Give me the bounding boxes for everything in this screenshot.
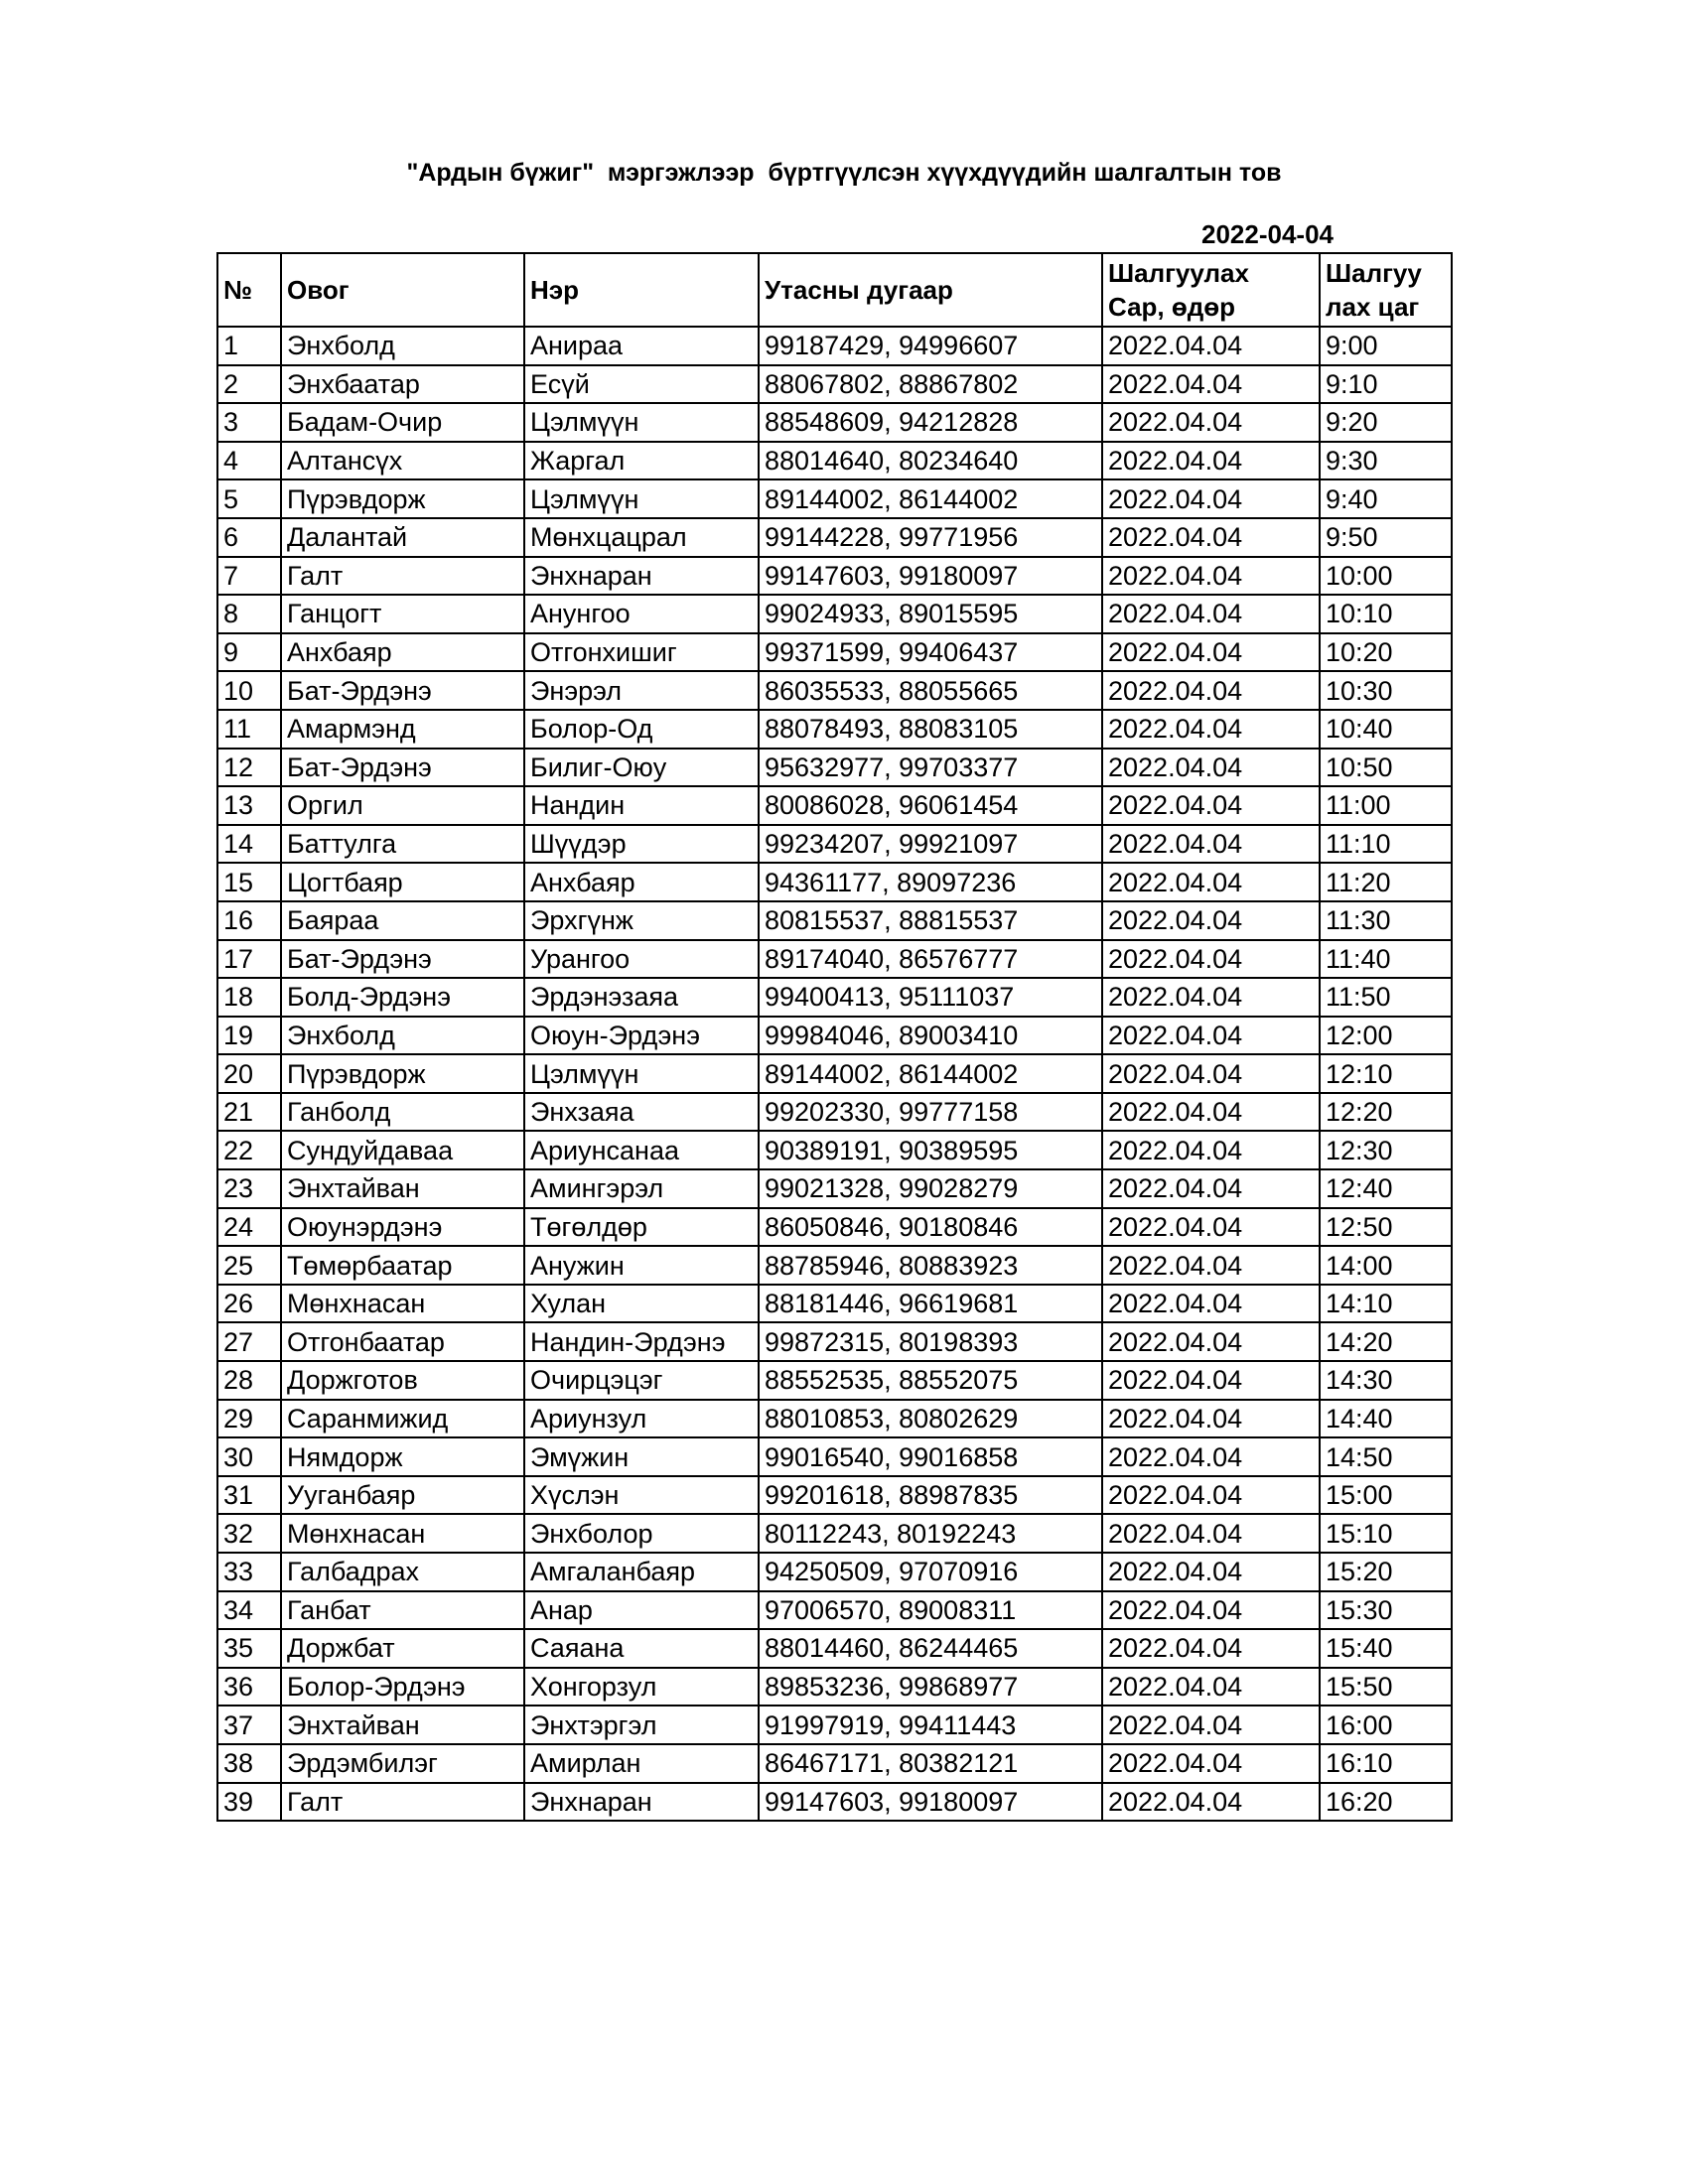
cell-phone: 86035533, 88055665 bbox=[759, 671, 1102, 710]
cell-exam-date: 2022.04.04 bbox=[1102, 442, 1320, 480]
cell-exam-time: 12:20 bbox=[1320, 1093, 1452, 1132]
cell-last-name: Сундуйдаваа bbox=[281, 1131, 524, 1169]
cell-exam-time: 15:30 bbox=[1320, 1591, 1452, 1630]
cell-exam-time: 11:00 bbox=[1320, 786, 1452, 825]
exam-schedule-table bbox=[216, 252, 1453, 1822]
cell-phone: 86050846, 90180846 bbox=[759, 1208, 1102, 1247]
cell-phone: 99400413, 95111037 bbox=[759, 978, 1102, 1017]
cell-exam-date: 2022.04.04 bbox=[1102, 710, 1320, 749]
cell-last-name: Галт bbox=[281, 1783, 524, 1822]
cell-number: 18 bbox=[217, 978, 281, 1017]
table-row bbox=[217, 1553, 1452, 1591]
cell-last-name: Цогтбаяр bbox=[281, 863, 524, 901]
cell-first-name: Жаргал bbox=[524, 442, 759, 480]
cell-exam-time: 12:50 bbox=[1320, 1208, 1452, 1247]
cell-exam-time: 16:00 bbox=[1320, 1706, 1452, 1744]
cell-number: 8 bbox=[217, 595, 281, 633]
cell-exam-time: 15:00 bbox=[1320, 1476, 1452, 1515]
cell-exam-time: 11:20 bbox=[1320, 863, 1452, 901]
table-row bbox=[217, 1476, 1452, 1515]
cell-number: 22 bbox=[217, 1131, 281, 1169]
table-row bbox=[217, 442, 1452, 480]
cell-exam-date: 2022.04.04 bbox=[1102, 749, 1320, 787]
cell-exam-date: 2022.04.04 bbox=[1102, 557, 1320, 596]
cell-first-name: Ариунсанаа bbox=[524, 1131, 759, 1169]
cell-last-name: Мөнхнасан bbox=[281, 1285, 524, 1323]
cell-number: 39 bbox=[217, 1783, 281, 1822]
cell-last-name: Энхтайван bbox=[281, 1706, 524, 1744]
cell-exam-time: 14:10 bbox=[1320, 1285, 1452, 1323]
cell-number: 23 bbox=[217, 1169, 281, 1208]
cell-number: 29 bbox=[217, 1400, 281, 1438]
cell-phone: 94361177, 89097236 bbox=[759, 863, 1102, 901]
cell-first-name: Энхзаяа bbox=[524, 1093, 759, 1132]
cell-exam-date: 2022.04.04 bbox=[1102, 940, 1320, 979]
cell-exam-time: 12:30 bbox=[1320, 1131, 1452, 1169]
cell-exam-date: 2022.04.04 bbox=[1102, 1169, 1320, 1208]
cell-phone: 88078493, 88083105 bbox=[759, 710, 1102, 749]
cell-exam-time: 10:50 bbox=[1320, 749, 1452, 787]
table-row bbox=[217, 1322, 1452, 1361]
cell-number: 15 bbox=[217, 863, 281, 901]
table-row bbox=[217, 978, 1452, 1017]
cell-last-name: Отгонбаатар bbox=[281, 1322, 524, 1361]
cell-number: 1 bbox=[217, 327, 281, 365]
table-row bbox=[217, 1437, 1452, 1476]
cell-exam-date: 2022.04.04 bbox=[1102, 863, 1320, 901]
cell-last-name: Ганболд bbox=[281, 1093, 524, 1132]
header-first-name: Нэр bbox=[524, 253, 759, 327]
cell-exam-date: 2022.04.04 bbox=[1102, 1668, 1320, 1706]
table-row bbox=[217, 749, 1452, 787]
cell-number: 11 bbox=[217, 710, 281, 749]
cell-phone: 99202330, 99777158 bbox=[759, 1093, 1102, 1132]
cell-exam-time: 16:10 bbox=[1320, 1744, 1452, 1783]
cell-exam-date: 2022.04.04 bbox=[1102, 1017, 1320, 1055]
cell-first-name: Эрдэнэзаяа bbox=[524, 978, 759, 1017]
cell-phone: 94250509, 97070916 bbox=[759, 1553, 1102, 1591]
table-row bbox=[217, 1668, 1452, 1706]
cell-last-name: Баяраа bbox=[281, 901, 524, 940]
cell-last-name: Төмөрбаатар bbox=[281, 1246, 524, 1285]
table-row bbox=[217, 1131, 1452, 1169]
header-exam-date-line2: Сар, өдөр bbox=[1108, 292, 1236, 322]
cell-exam-date: 2022.04.04 bbox=[1102, 1706, 1320, 1744]
table-row bbox=[217, 901, 1452, 940]
cell-exam-date: 2022.04.04 bbox=[1102, 978, 1320, 1017]
cell-exam-date: 2022.04.04 bbox=[1102, 633, 1320, 672]
table-row bbox=[217, 825, 1452, 864]
cell-number: 27 bbox=[217, 1322, 281, 1361]
cell-first-name: Амингэрэл bbox=[524, 1169, 759, 1208]
cell-number: 4 bbox=[217, 442, 281, 480]
cell-number: 24 bbox=[217, 1208, 281, 1247]
cell-first-name: Хулан bbox=[524, 1285, 759, 1323]
cell-first-name: Мөнхцацрал bbox=[524, 518, 759, 557]
cell-last-name: Нямдорж bbox=[281, 1437, 524, 1476]
cell-last-name: Бат-Эрдэнэ bbox=[281, 940, 524, 979]
table-row bbox=[217, 1169, 1452, 1208]
cell-first-name: Шүүдэр bbox=[524, 825, 759, 864]
cell-exam-date: 2022.04.04 bbox=[1102, 1744, 1320, 1783]
cell-last-name: Доржготов bbox=[281, 1361, 524, 1400]
cell-exam-time: 12:40 bbox=[1320, 1169, 1452, 1208]
cell-exam-time: 14:00 bbox=[1320, 1246, 1452, 1285]
cell-first-name: Амгаланбаяр bbox=[524, 1553, 759, 1591]
cell-exam-time: 12:10 bbox=[1320, 1054, 1452, 1093]
cell-first-name: Төгөлдөр bbox=[524, 1208, 759, 1247]
table-row bbox=[217, 479, 1452, 518]
cell-exam-time: 11:40 bbox=[1320, 940, 1452, 979]
cell-first-name: Анар bbox=[524, 1591, 759, 1630]
cell-phone: 89174040, 86576777 bbox=[759, 940, 1102, 979]
table-row bbox=[217, 1361, 1452, 1400]
cell-last-name: Бат-Эрдэнэ bbox=[281, 749, 524, 787]
cell-last-name: Саранмижид bbox=[281, 1400, 524, 1438]
table-row bbox=[217, 940, 1452, 979]
cell-last-name: Бадам-Очир bbox=[281, 403, 524, 442]
cell-first-name: Эрхгүнж bbox=[524, 901, 759, 940]
cell-first-name: Хүслэн bbox=[524, 1476, 759, 1515]
cell-number: 13 bbox=[217, 786, 281, 825]
table-row bbox=[217, 1246, 1452, 1285]
table-row bbox=[217, 1744, 1452, 1783]
cell-number: 26 bbox=[217, 1285, 281, 1323]
header-exam-time-line1: Шалгуу bbox=[1326, 258, 1422, 288]
cell-first-name: Билиг-Оюу bbox=[524, 749, 759, 787]
cell-phone: 90389191, 90389595 bbox=[759, 1131, 1102, 1169]
table-row bbox=[217, 786, 1452, 825]
cell-number: 32 bbox=[217, 1514, 281, 1553]
header-last-name: Овог bbox=[281, 253, 524, 327]
cell-exam-date: 2022.04.04 bbox=[1102, 595, 1320, 633]
header-exam-time-line2: лах цаг bbox=[1326, 292, 1420, 322]
cell-first-name: Очирцэцэг bbox=[524, 1361, 759, 1400]
cell-first-name: Нандин-Эрдэнэ bbox=[524, 1322, 759, 1361]
cell-first-name: Анираа bbox=[524, 327, 759, 365]
table-row bbox=[217, 1208, 1452, 1247]
cell-first-name: Эмүжин bbox=[524, 1437, 759, 1476]
cell-number: 31 bbox=[217, 1476, 281, 1515]
table-row bbox=[217, 403, 1452, 442]
cell-number: 5 bbox=[217, 479, 281, 518]
cell-phone: 91997919, 99411443 bbox=[759, 1706, 1102, 1744]
cell-last-name: Алтансүх bbox=[281, 442, 524, 480]
cell-phone: 80086028, 96061454 bbox=[759, 786, 1102, 825]
cell-exam-time: 15:40 bbox=[1320, 1629, 1452, 1668]
cell-last-name: Ганцогт bbox=[281, 595, 524, 633]
cell-exam-time: 15:50 bbox=[1320, 1668, 1452, 1706]
table-header-row bbox=[217, 253, 1452, 327]
table-row bbox=[217, 1400, 1452, 1438]
cell-exam-date: 2022.04.04 bbox=[1102, 365, 1320, 404]
cell-phone: 88181446, 96619681 bbox=[759, 1285, 1102, 1323]
cell-exam-time: 10:40 bbox=[1320, 710, 1452, 749]
cell-last-name: Болор-Эрдэнэ bbox=[281, 1668, 524, 1706]
cell-first-name: Оюун-Эрдэнэ bbox=[524, 1017, 759, 1055]
cell-last-name: Оргил bbox=[281, 786, 524, 825]
table-row bbox=[217, 1591, 1452, 1630]
cell-last-name: Энхболд bbox=[281, 327, 524, 365]
cell-phone: 99021328, 99028279 bbox=[759, 1169, 1102, 1208]
cell-last-name: Пүрэвдорж bbox=[281, 1054, 524, 1093]
cell-first-name: Энхболор bbox=[524, 1514, 759, 1553]
cell-exam-time: 15:10 bbox=[1320, 1514, 1452, 1553]
cell-exam-time: 9:50 bbox=[1320, 518, 1452, 557]
cell-exam-date: 2022.04.04 bbox=[1102, 1553, 1320, 1591]
cell-last-name: Галт bbox=[281, 557, 524, 596]
cell-first-name: Отгонхишиг bbox=[524, 633, 759, 672]
cell-number: 35 bbox=[217, 1629, 281, 1668]
cell-last-name: Баттулга bbox=[281, 825, 524, 864]
cell-number: 36 bbox=[217, 1668, 281, 1706]
cell-exam-date: 2022.04.04 bbox=[1102, 518, 1320, 557]
cell-exam-date: 2022.04.04 bbox=[1102, 479, 1320, 518]
cell-phone: 88014640, 80234640 bbox=[759, 442, 1102, 480]
cell-first-name: Цэлмүүн bbox=[524, 1054, 759, 1093]
cell-exam-date: 2022.04.04 bbox=[1102, 786, 1320, 825]
cell-phone: 88548609, 94212828 bbox=[759, 403, 1102, 442]
cell-last-name: Энхболд bbox=[281, 1017, 524, 1055]
cell-exam-date: 2022.04.04 bbox=[1102, 1131, 1320, 1169]
cell-phone: 86467171, 80382121 bbox=[759, 1744, 1102, 1783]
cell-phone: 88010853, 80802629 bbox=[759, 1400, 1102, 1438]
table-row bbox=[217, 1093, 1452, 1132]
cell-phone: 99147603, 99180097 bbox=[759, 557, 1102, 596]
cell-last-name: Мөнхнасан bbox=[281, 1514, 524, 1553]
cell-number: 3 bbox=[217, 403, 281, 442]
cell-number: 38 bbox=[217, 1744, 281, 1783]
header-exam-date-line1: Шалгуулах bbox=[1108, 258, 1249, 288]
cell-exam-time: 9:30 bbox=[1320, 442, 1452, 480]
cell-phone: 99187429, 94996607 bbox=[759, 327, 1102, 365]
cell-number: 2 bbox=[217, 365, 281, 404]
cell-exam-date: 2022.04.04 bbox=[1102, 1437, 1320, 1476]
cell-exam-time: 12:00 bbox=[1320, 1017, 1452, 1055]
cell-first-name: Цэлмүүн bbox=[524, 479, 759, 518]
cell-exam-time: 9:40 bbox=[1320, 479, 1452, 518]
cell-phone: 99024933, 89015595 bbox=[759, 595, 1102, 633]
cell-exam-date: 2022.04.04 bbox=[1102, 1400, 1320, 1438]
cell-number: 12 bbox=[217, 749, 281, 787]
cell-exam-date: 2022.04.04 bbox=[1102, 1246, 1320, 1285]
table-row bbox=[217, 518, 1452, 557]
table-row bbox=[217, 1017, 1452, 1055]
cell-first-name: Энхнаран bbox=[524, 1783, 759, 1822]
cell-exam-date: 2022.04.04 bbox=[1102, 1322, 1320, 1361]
header-exam-time bbox=[1320, 253, 1452, 327]
cell-exam-time: 14:30 bbox=[1320, 1361, 1452, 1400]
cell-exam-time: 9:20 bbox=[1320, 403, 1452, 442]
cell-exam-time: 16:20 bbox=[1320, 1783, 1452, 1822]
cell-last-name: Пүрэвдорж bbox=[281, 479, 524, 518]
table-row bbox=[217, 1285, 1452, 1323]
cell-phone: 88785946, 80883923 bbox=[759, 1246, 1102, 1285]
cell-first-name: Анунгоо bbox=[524, 595, 759, 633]
cell-exam-date: 2022.04.04 bbox=[1102, 825, 1320, 864]
cell-phone: 99016540, 99016858 bbox=[759, 1437, 1102, 1476]
cell-first-name: Анужин bbox=[524, 1246, 759, 1285]
cell-phone: 97006570, 89008311 bbox=[759, 1591, 1102, 1630]
cell-last-name: Ганбат bbox=[281, 1591, 524, 1630]
cell-number: 9 bbox=[217, 633, 281, 672]
cell-phone: 89144002, 86144002 bbox=[759, 479, 1102, 518]
cell-number: 19 bbox=[217, 1017, 281, 1055]
cell-exam-time: 14:40 bbox=[1320, 1400, 1452, 1438]
table-row bbox=[217, 1783, 1452, 1822]
cell-first-name: Энхтэргэл bbox=[524, 1706, 759, 1744]
cell-phone: 89144002, 86144002 bbox=[759, 1054, 1102, 1093]
cell-exam-date: 2022.04.04 bbox=[1102, 1054, 1320, 1093]
cell-number: 7 bbox=[217, 557, 281, 596]
cell-phone: 99872315, 80198393 bbox=[759, 1322, 1102, 1361]
cell-last-name: Болд-Эрдэнэ bbox=[281, 978, 524, 1017]
cell-first-name: Болор-Од bbox=[524, 710, 759, 749]
cell-exam-date: 2022.04.04 bbox=[1102, 1208, 1320, 1247]
table-row bbox=[217, 327, 1452, 365]
cell-number: 10 bbox=[217, 671, 281, 710]
cell-exam-time: 10:10 bbox=[1320, 595, 1452, 633]
cell-exam-time: 15:20 bbox=[1320, 1553, 1452, 1591]
cell-first-name: Анхбаяр bbox=[524, 863, 759, 901]
cell-exam-date: 2022.04.04 bbox=[1102, 1476, 1320, 1515]
cell-last-name: Эрдэмбилэг bbox=[281, 1744, 524, 1783]
cell-number: 20 bbox=[217, 1054, 281, 1093]
cell-number: 28 bbox=[217, 1361, 281, 1400]
cell-first-name: Амирлан bbox=[524, 1744, 759, 1783]
cell-phone: 80815537, 88815537 bbox=[759, 901, 1102, 940]
cell-number: 6 bbox=[217, 518, 281, 557]
cell-phone: 99144228, 99771956 bbox=[759, 518, 1102, 557]
cell-first-name: Энхнаран bbox=[524, 557, 759, 596]
document-title: "Ардын бүжиг" мэргэжлээр бүртгүүлсэн хүүхдүүдийн шалгалтын тов bbox=[406, 159, 1282, 187]
cell-exam-time: 14:50 bbox=[1320, 1437, 1452, 1476]
cell-number: 25 bbox=[217, 1246, 281, 1285]
cell-exam-date: 2022.04.04 bbox=[1102, 403, 1320, 442]
cell-phone: 89853236, 99868977 bbox=[759, 1668, 1102, 1706]
document-date: 2022-04-04 bbox=[1201, 219, 1334, 249]
cell-last-name: Ууганбаяр bbox=[281, 1476, 524, 1515]
cell-number: 17 bbox=[217, 940, 281, 979]
cell-exam-time: 11:30 bbox=[1320, 901, 1452, 940]
table-row bbox=[217, 1054, 1452, 1093]
cell-exam-date: 2022.04.04 bbox=[1102, 1629, 1320, 1668]
cell-number: 14 bbox=[217, 825, 281, 864]
cell-first-name: Ариунзул bbox=[524, 1400, 759, 1438]
cell-last-name: Энхтайван bbox=[281, 1169, 524, 1208]
cell-phone: 88552535, 88552075 bbox=[759, 1361, 1102, 1400]
cell-phone: 99984046, 89003410 bbox=[759, 1017, 1102, 1055]
cell-exam-time: 10:20 bbox=[1320, 633, 1452, 672]
header-phone: Утасны дугаар bbox=[759, 253, 1102, 327]
cell-phone: 99147603, 99180097 bbox=[759, 1783, 1102, 1822]
table-row bbox=[217, 1706, 1452, 1744]
cell-exam-date: 2022.04.04 bbox=[1102, 1783, 1320, 1822]
cell-last-name: Оюунэрдэнэ bbox=[281, 1208, 524, 1247]
cell-exam-time: 9:00 bbox=[1320, 327, 1452, 365]
cell-last-name: Далантай bbox=[281, 518, 524, 557]
cell-exam-date: 2022.04.04 bbox=[1102, 1361, 1320, 1400]
cell-first-name: Урангоо bbox=[524, 940, 759, 979]
cell-first-name: Хонгорзул bbox=[524, 1668, 759, 1706]
cell-number: 37 bbox=[217, 1706, 281, 1744]
cell-exam-date: 2022.04.04 bbox=[1102, 1514, 1320, 1553]
cell-exam-date: 2022.04.04 bbox=[1102, 901, 1320, 940]
cell-number: 30 bbox=[217, 1437, 281, 1476]
cell-exam-time: 10:30 bbox=[1320, 671, 1452, 710]
cell-last-name: Бат-Эрдэнэ bbox=[281, 671, 524, 710]
table-row bbox=[217, 365, 1452, 404]
cell-last-name: Анхбаяр bbox=[281, 633, 524, 672]
table-row bbox=[217, 1514, 1452, 1553]
cell-phone: 88014460, 86244465 bbox=[759, 1629, 1102, 1668]
header-number: № bbox=[217, 253, 281, 327]
cell-last-name: Галбадрах bbox=[281, 1553, 524, 1591]
cell-number: 34 bbox=[217, 1591, 281, 1630]
cell-phone: 88067802, 88867802 bbox=[759, 365, 1102, 404]
cell-first-name: Нандин bbox=[524, 786, 759, 825]
cell-first-name: Цэлмүүн bbox=[524, 403, 759, 442]
cell-exam-time: 9:10 bbox=[1320, 365, 1452, 404]
cell-number: 16 bbox=[217, 901, 281, 940]
cell-number: 21 bbox=[217, 1093, 281, 1132]
cell-exam-date: 2022.04.04 bbox=[1102, 1093, 1320, 1132]
cell-phone: 99201618, 88987835 bbox=[759, 1476, 1102, 1515]
table-row bbox=[217, 595, 1452, 633]
table-body bbox=[217, 327, 1452, 1821]
cell-exam-date: 2022.04.04 bbox=[1102, 1285, 1320, 1323]
cell-first-name: Есүй bbox=[524, 365, 759, 404]
cell-first-name: Саяана bbox=[524, 1629, 759, 1668]
cell-exam-time: 10:00 bbox=[1320, 557, 1452, 596]
table-row bbox=[217, 1629, 1452, 1668]
cell-phone: 80112243, 80192243 bbox=[759, 1514, 1102, 1553]
table-row bbox=[217, 633, 1452, 672]
cell-last-name: Энхбаатар bbox=[281, 365, 524, 404]
table-row bbox=[217, 863, 1452, 901]
table-row bbox=[217, 710, 1452, 749]
table-row bbox=[217, 557, 1452, 596]
cell-last-name: Амармэнд bbox=[281, 710, 524, 749]
cell-last-name: Доржбат bbox=[281, 1629, 524, 1668]
cell-first-name: Энэрэл bbox=[524, 671, 759, 710]
cell-phone: 95632977, 99703377 bbox=[759, 749, 1102, 787]
cell-phone: 99371599, 99406437 bbox=[759, 633, 1102, 672]
cell-exam-time: 11:10 bbox=[1320, 825, 1452, 864]
cell-exam-date: 2022.04.04 bbox=[1102, 671, 1320, 710]
header-exam-date bbox=[1102, 253, 1320, 327]
cell-number: 33 bbox=[217, 1553, 281, 1591]
cell-exam-date: 2022.04.04 bbox=[1102, 327, 1320, 365]
table-row bbox=[217, 671, 1452, 710]
cell-exam-time: 14:20 bbox=[1320, 1322, 1452, 1361]
cell-exam-time: 11:50 bbox=[1320, 978, 1452, 1017]
cell-phone: 99234207, 99921097 bbox=[759, 825, 1102, 864]
cell-exam-date: 2022.04.04 bbox=[1102, 1591, 1320, 1630]
